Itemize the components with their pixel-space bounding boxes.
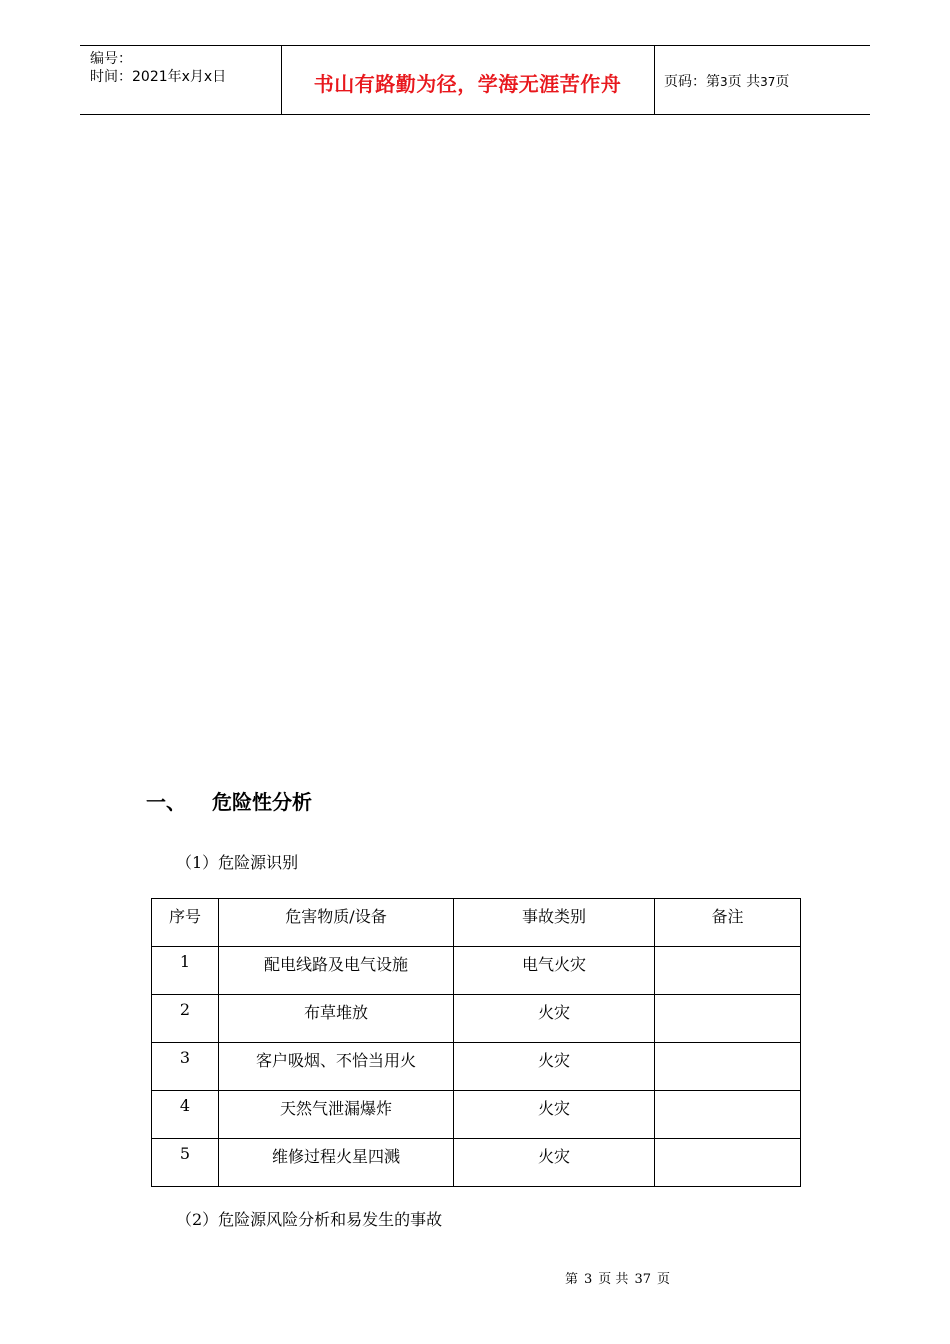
hazard-table [151, 898, 801, 1187]
subsection-heading-2: （2）危险源风险分析和易发生的事故 [176, 1210, 443, 1229]
footer-suffix: 页 [656, 1272, 670, 1287]
header-page-info [664, 71, 789, 91]
table-cell: 火灾 [454, 1091, 655, 1139]
table-cell [655, 995, 801, 1043]
table-header-cell: 序号 [152, 899, 219, 947]
code-label: 编号： [90, 51, 132, 67]
footer-page-total: 37 [634, 1272, 651, 1287]
table-row [152, 947, 801, 995]
table-row [152, 995, 801, 1043]
table-cell: 3 [152, 1043, 219, 1091]
table-cell: 4 [152, 1091, 219, 1139]
time-label: 时间：2021年x月x日 [90, 69, 227, 85]
table-cell: 1 [152, 947, 219, 995]
header-meta [90, 50, 226, 86]
table-cell: 维修过程火星四溅 [219, 1139, 454, 1187]
header-divider [654, 46, 655, 114]
page-number: 3 [720, 75, 728, 89]
table-cell: 布草堆放 [219, 995, 454, 1043]
table-header-cell: 事故类别 [454, 899, 655, 947]
table-cell: 火灾 [454, 995, 655, 1043]
table-cell: 天然气泄漏爆炸 [219, 1091, 454, 1139]
table-cell: 5 [152, 1139, 219, 1187]
page-header [80, 45, 870, 115]
subsection-heading-1: （1）危险源识别 [176, 853, 299, 872]
table-cell [655, 1043, 801, 1091]
table-header-row [152, 899, 801, 947]
table-cell [655, 1139, 801, 1187]
section-title: 危险性分析 [212, 790, 312, 814]
table-cell [655, 1091, 801, 1139]
table-header-cell: 危害物质/设备 [219, 899, 454, 947]
table-cell: 火灾 [454, 1139, 655, 1187]
table-row [152, 1043, 801, 1091]
table-cell: 配电线路及电气设施 [219, 947, 454, 995]
page-footer [565, 1268, 676, 1287]
table-cell: 2 [152, 995, 219, 1043]
footer-mid: 页 共 [598, 1272, 629, 1287]
page-suffix: 页 [775, 74, 790, 90]
table-row [152, 1139, 801, 1187]
page-total: 37 [760, 75, 776, 89]
table-cell: 火灾 [454, 1043, 655, 1091]
header-motto: 书山有路勤为径，学海无涯苦作舟 [313, 72, 622, 96]
page-prefix: 页码：第 [664, 74, 720, 90]
footer-prefix: 第 [565, 1272, 579, 1287]
table-cell: 客户吸烟、不恰当用火 [219, 1043, 454, 1091]
table-header-cell: 备注 [655, 899, 801, 947]
table-cell [655, 947, 801, 995]
table-cell: 电气火灾 [454, 947, 655, 995]
table-row [152, 1091, 801, 1139]
page-mid: 页 共 [727, 74, 761, 90]
section-heading [146, 786, 312, 815]
section-number: 一、 [146, 790, 186, 814]
footer-page-number: 3 [584, 1272, 593, 1287]
